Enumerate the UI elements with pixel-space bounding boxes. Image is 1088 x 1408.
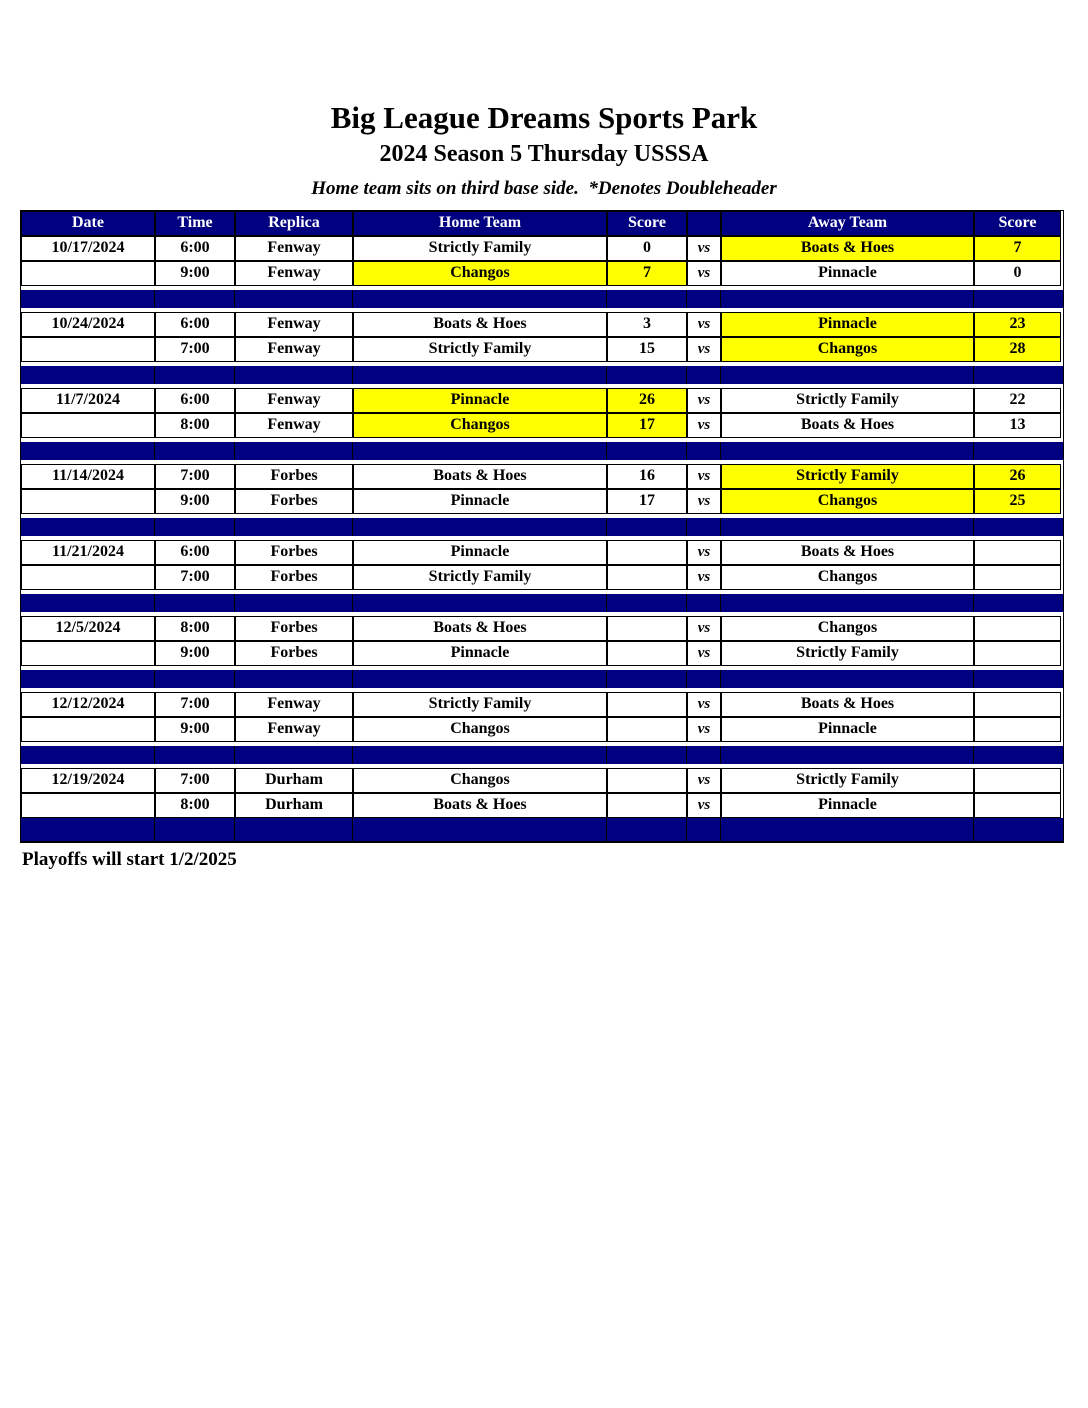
game-row — [21, 337, 1063, 362]
separator-cell — [607, 518, 687, 536]
separator-cell — [353, 442, 607, 460]
time-cell: 7:00 — [155, 337, 235, 362]
away-score-cell — [974, 565, 1061, 590]
game-row — [21, 261, 1063, 286]
replica-cell: Forbes — [235, 464, 353, 489]
separator-cell — [21, 670, 155, 688]
away-score-cell: 26 — [974, 464, 1061, 489]
home-team-cell: Pinnacle — [353, 489, 607, 514]
separator-cell — [21, 290, 155, 308]
away-score-cell: 7 — [974, 236, 1061, 261]
game-row — [21, 388, 1063, 413]
separator-cell — [607, 442, 687, 460]
home-team-cell: Boats & Hoes — [353, 464, 607, 489]
separator-cell — [235, 594, 353, 612]
separator-cell — [21, 746, 155, 764]
separator-row — [21, 438, 1063, 464]
separator-cell — [687, 670, 721, 688]
separator-cell — [155, 366, 235, 384]
time-cell: 6:00 — [155, 388, 235, 413]
away-team-cell: Strictly Family — [721, 388, 974, 413]
game-row — [21, 464, 1063, 489]
vs-label: vs — [687, 489, 721, 514]
home-score-cell: 0 — [607, 236, 687, 261]
header-vs-spacer — [687, 211, 721, 236]
home-team-cell: Changos — [353, 768, 607, 793]
header-time: Time — [155, 211, 235, 236]
separator-cell — [721, 818, 974, 841]
home-team-cell: Boats & Hoes — [353, 616, 607, 641]
separator-band — [21, 670, 1063, 688]
separator-cell — [974, 746, 1061, 764]
separator-row — [21, 286, 1063, 312]
time-cell: 9:00 — [155, 489, 235, 514]
separator-cell — [607, 290, 687, 308]
date-cell: 11/7/2024 — [21, 388, 155, 413]
away-team-cell: Strictly Family — [721, 641, 974, 666]
header-away-team: Away Team — [721, 211, 974, 236]
away-team-cell: Boats & Hoes — [721, 413, 974, 438]
time-cell: 7:00 — [155, 464, 235, 489]
game-row — [21, 413, 1063, 438]
away-score-cell — [974, 768, 1061, 793]
vs-label: vs — [687, 692, 721, 717]
time-cell: 6:00 — [155, 312, 235, 337]
game-row — [21, 616, 1063, 641]
table-header-row — [21, 211, 1063, 236]
away-score-cell: 28 — [974, 337, 1061, 362]
separator-cell — [687, 518, 721, 536]
replica-cell: Fenway — [235, 337, 353, 362]
date-cell: 10/17/2024 — [21, 236, 155, 261]
home-score-cell: 26 — [607, 388, 687, 413]
time-cell: 6:00 — [155, 540, 235, 565]
away-team-cell: Pinnacle — [721, 261, 974, 286]
separator-cell — [607, 670, 687, 688]
replica-cell: Fenway — [235, 717, 353, 742]
separator-cell — [721, 366, 974, 384]
separator-cell — [721, 594, 974, 612]
game-row — [21, 717, 1063, 742]
game-row — [21, 692, 1063, 717]
separator-band — [21, 366, 1063, 384]
date-cell — [21, 489, 155, 514]
away-score-cell — [974, 793, 1061, 818]
date-cell — [21, 641, 155, 666]
separator-cell — [974, 818, 1061, 841]
separator-cell — [974, 594, 1061, 612]
home-score-cell — [607, 565, 687, 590]
home-team-cell: Strictly Family — [353, 692, 607, 717]
replica-cell: Durham — [235, 768, 353, 793]
separator-band — [21, 442, 1063, 460]
game-row — [21, 489, 1063, 514]
replica-cell: Forbes — [235, 540, 353, 565]
away-team-cell: Strictly Family — [721, 464, 974, 489]
page-subtitle: 2024 Season 5 Thursday USSSA — [379, 141, 709, 167]
date-cell: 11/21/2024 — [21, 540, 155, 565]
home-team-cell: Strictly Family — [353, 236, 607, 261]
separator-cell — [21, 594, 155, 612]
header-home-score: Score — [607, 211, 687, 236]
time-cell: 8:00 — [155, 793, 235, 818]
vs-label: vs — [687, 717, 721, 742]
separator-cell — [155, 442, 235, 460]
vs-label: vs — [687, 793, 721, 818]
separator-cell — [721, 746, 974, 764]
vs-label: vs — [687, 337, 721, 362]
home-score-cell — [607, 540, 687, 565]
vs-label: vs — [687, 768, 721, 793]
separator-cell — [21, 818, 155, 841]
separator-cell — [155, 518, 235, 536]
separator-cell — [155, 818, 235, 841]
date-cell: 12/5/2024 — [21, 616, 155, 641]
home-team-cell: Pinnacle — [353, 540, 607, 565]
separator-row — [21, 666, 1063, 692]
away-score-cell — [974, 641, 1061, 666]
separator-cell — [687, 746, 721, 764]
vs-label: vs — [687, 540, 721, 565]
separator-cell — [235, 818, 353, 841]
game-row — [21, 641, 1063, 666]
replica-cell: Forbes — [235, 641, 353, 666]
home-team-cell: Changos — [353, 413, 607, 438]
vs-label: vs — [687, 312, 721, 337]
home-score-cell: 17 — [607, 489, 687, 514]
replica-cell: Durham — [235, 793, 353, 818]
header-away-score: Score — [974, 211, 1061, 236]
page-title: Big League Dreams Sports Park — [330, 100, 758, 135]
time-cell: 9:00 — [155, 261, 235, 286]
separator-cell — [721, 670, 974, 688]
replica-cell: Forbes — [235, 565, 353, 590]
schedule-note: Home team sits on third base side. *Denotes Doubleheader — [311, 178, 777, 199]
replica-cell: Fenway — [235, 413, 353, 438]
away-score-cell — [974, 540, 1061, 565]
home-score-cell: 17 — [607, 413, 687, 438]
time-cell: 8:00 — [155, 616, 235, 641]
separator-cell — [235, 442, 353, 460]
away-score-cell: 25 — [974, 489, 1061, 514]
separator-band — [21, 518, 1063, 536]
replica-cell: Fenway — [235, 236, 353, 261]
home-score-cell: 15 — [607, 337, 687, 362]
away-team-cell: Strictly Family — [721, 768, 974, 793]
home-score-cell — [607, 692, 687, 717]
home-score-cell — [607, 793, 687, 818]
away-team-cell: Boats & Hoes — [721, 692, 974, 717]
separator-cell — [353, 366, 607, 384]
separator-cell — [687, 818, 721, 841]
away-team-cell: Changos — [721, 337, 974, 362]
vs-label: vs — [687, 261, 721, 286]
separator-cell — [235, 290, 353, 308]
home-team-cell: Pinnacle — [353, 641, 607, 666]
date-cell: 12/12/2024 — [21, 692, 155, 717]
separator-cell — [235, 518, 353, 536]
separator-cell — [721, 442, 974, 460]
replica-cell: Forbes — [235, 489, 353, 514]
final-separator-band — [21, 818, 1063, 842]
time-cell: 7:00 — [155, 692, 235, 717]
game-row — [21, 312, 1063, 337]
separator-cell — [607, 366, 687, 384]
away-team-cell: Changos — [721, 616, 974, 641]
game-row — [21, 540, 1063, 565]
separator-cell — [607, 818, 687, 841]
separator-cell — [607, 594, 687, 612]
time-cell: 7:00 — [155, 768, 235, 793]
separator-cell — [974, 442, 1061, 460]
separator-cell — [155, 594, 235, 612]
home-team-cell: Boats & Hoes — [353, 312, 607, 337]
playoffs-note: Playoffs will start 1/2/2025 — [22, 849, 237, 870]
vs-label: vs — [687, 616, 721, 641]
separator-cell — [21, 518, 155, 536]
date-cell — [21, 413, 155, 438]
away-score-cell — [974, 692, 1061, 717]
separator-cell — [21, 442, 155, 460]
away-score-cell — [974, 717, 1061, 742]
separator-cell — [721, 290, 974, 308]
separator-cell — [687, 442, 721, 460]
time-cell: 7:00 — [155, 565, 235, 590]
game-row — [21, 236, 1063, 261]
away-team-cell: Changos — [721, 489, 974, 514]
away-team-cell: Boats & Hoes — [721, 540, 974, 565]
separator-cell — [687, 290, 721, 308]
home-team-cell: Changos — [353, 717, 607, 742]
away-team-cell: Changos — [721, 565, 974, 590]
separator-cell — [974, 518, 1061, 536]
separator-row — [21, 514, 1063, 540]
separator-cell — [235, 670, 353, 688]
date-cell: 10/24/2024 — [21, 312, 155, 337]
separator-row — [21, 590, 1063, 616]
away-score-cell: 13 — [974, 413, 1061, 438]
away-team-cell: Pinnacle — [721, 717, 974, 742]
date-cell — [21, 565, 155, 590]
home-team-cell: Strictly Family — [353, 565, 607, 590]
separator-cell — [353, 594, 607, 612]
vs-label: vs — [687, 641, 721, 666]
time-cell: 9:00 — [155, 641, 235, 666]
home-score-cell: 7 — [607, 261, 687, 286]
game-row — [21, 565, 1063, 590]
separator-cell — [21, 366, 155, 384]
separator-cell — [353, 670, 607, 688]
separator-cell — [353, 290, 607, 308]
home-score-cell: 3 — [607, 312, 687, 337]
date-cell: 11/14/2024 — [21, 464, 155, 489]
time-cell: 8:00 — [155, 413, 235, 438]
date-cell — [21, 337, 155, 362]
separator-cell — [974, 366, 1061, 384]
vs-label: vs — [687, 236, 721, 261]
header-replica: Replica — [235, 211, 353, 236]
game-row — [21, 768, 1063, 793]
replica-cell: Fenway — [235, 261, 353, 286]
header-home-team: Home Team — [353, 211, 607, 236]
home-score-cell — [607, 717, 687, 742]
header-date: Date — [21, 211, 155, 236]
separator-cell — [607, 746, 687, 764]
separator-band — [21, 594, 1063, 612]
date-cell — [21, 261, 155, 286]
game-row — [21, 793, 1063, 818]
home-team-cell: Pinnacle — [353, 388, 607, 413]
home-team-cell: Changos — [353, 261, 607, 286]
away-team-cell: Pinnacle — [721, 793, 974, 818]
date-cell — [21, 793, 155, 818]
vs-label: vs — [687, 565, 721, 590]
schedule-table — [20, 210, 1064, 843]
away-score-cell: 0 — [974, 261, 1061, 286]
separator-cell — [687, 366, 721, 384]
separator-cell — [687, 594, 721, 612]
vs-label: vs — [687, 388, 721, 413]
away-score-cell — [974, 616, 1061, 641]
away-team-cell: Boats & Hoes — [721, 236, 974, 261]
separator-band — [21, 746, 1063, 764]
time-cell: 6:00 — [155, 236, 235, 261]
separator-cell — [155, 670, 235, 688]
separator-row — [21, 362, 1063, 388]
separator-cell — [235, 366, 353, 384]
away-team-cell: Pinnacle — [721, 312, 974, 337]
away-score-cell: 22 — [974, 388, 1061, 413]
home-score-cell — [607, 641, 687, 666]
separator-band — [21, 290, 1063, 308]
separator-cell — [155, 746, 235, 764]
separator-cell — [974, 290, 1061, 308]
home-team-cell: Boats & Hoes — [353, 793, 607, 818]
separator-cell — [353, 746, 607, 764]
home-score-cell: 16 — [607, 464, 687, 489]
away-score-cell: 23 — [974, 312, 1061, 337]
home-score-cell — [607, 768, 687, 793]
vs-label: vs — [687, 413, 721, 438]
date-cell: 12/19/2024 — [21, 768, 155, 793]
replica-cell: Forbes — [235, 616, 353, 641]
separator-cell — [235, 746, 353, 764]
separator-cell — [353, 818, 607, 841]
date-cell — [21, 717, 155, 742]
home-team-cell: Strictly Family — [353, 337, 607, 362]
time-cell: 9:00 — [155, 717, 235, 742]
home-score-cell — [607, 616, 687, 641]
separator-cell — [974, 670, 1061, 688]
separator-cell — [155, 290, 235, 308]
separator-cell — [353, 518, 607, 536]
replica-cell: Fenway — [235, 388, 353, 413]
separator-row — [21, 742, 1063, 768]
replica-cell: Fenway — [235, 312, 353, 337]
separator-cell — [721, 518, 974, 536]
vs-label: vs — [687, 464, 721, 489]
replica-cell: Fenway — [235, 692, 353, 717]
